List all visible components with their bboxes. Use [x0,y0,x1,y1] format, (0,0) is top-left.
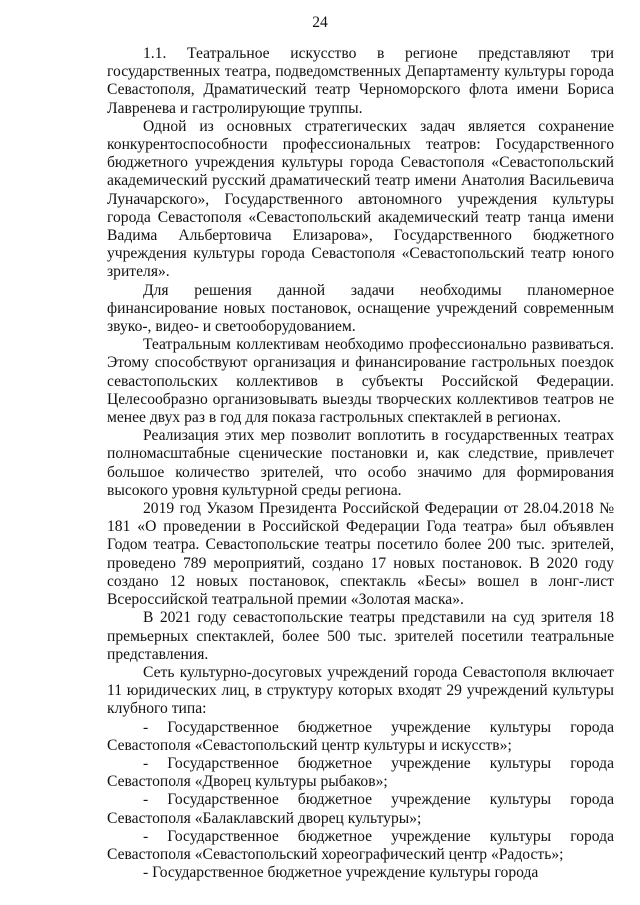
list-item: - Государственное бюджетное учреждение культуры города [143,864,539,882]
paragraph-tours: Театральным коллективам необходимо профессионально развиваться. Этому способствуют организация и финансирование гастрольных поездок севастопольских коллективов в субъекты Российской Федерации. Целесообразно организовывать выезды творческих коллективов театров не менее двух раз в год для показа гастрольных спектаклей в регионах. [107,336,614,427]
list-item: - Государственное бюджетное учреждение культуры города Севастополя «Балаклавский дворец культуры»; [107,791,614,827]
list-item: - Государственное бюджетное учреждение культуры города Севастополя «Севастопольский центр культуры и искусств»; [107,718,614,754]
paragraph-implementation: Реализация этих мер позволит воплотить в государственных театрах полномасштабные сценические постановки и, как следствие, привлечет большое количество зрителей, что особо значимо для формирования высокого уровня культурной среды региона. [107,427,614,499]
paragraph-financing: Для решения данной задачи необходимы планомерное финансирование новых постановок, оснащение учреждений современным звуко-, видео- и светооборудованием. [107,281,614,336]
list-item: - Государственное бюджетное учреждение культуры города Севастополя «Дворец культуры рыбаков»; [107,754,614,791]
list-item: - Государственное бюджетное учреждение культуры города Севастополя «Севастопольский хореографический центр «Радость»; [107,827,614,863]
page-number: 24 [312,14,328,31]
paragraph-year-of-theatre: 2019 год Указом Президента Российской Федерации от 28.04.2018 № 181 «О проведении в Российской Федерации Года театра» был объявлен Годом театра. Севастопольские театры посетило более 200 тыс. зрителей, проведено 789 мероприятий, создано 17 новых постановок. В 2020 году создано 12 новых постановок, спектакль «Бесы» вошел в лонг-лист Всероссийской театральной премии «Золотая маска». [107,500,614,609]
document-body [107,45,614,882]
paragraph-cultural-network: Сеть культурно-досуговых учреждений города Севастополя включает 11 юридических лиц, в структуру которых входят 29 учреждений культуры клубного типа: [107,663,614,718]
paragraph-strategic-task: Одной из основных стратегических задач является сохранение конкурентоспособности профессиональных театров: Государственного бюджетного учреждения культуры города Севастополя «Севастопольский академический русский драматический театр имени Анатолия Васильевича Луначарского», Государственного автономного учреждения культуры города Севастополя «Севастопольский академический театр танца имени Вадима Альбертовича Елизарова», Государственного бюджетного учреждения культуры города Севастополя «Севастопольский театр юного зрителя». [107,117,614,281]
paragraph-2021: В 2021 году севастопольские театры представили на суд зрителя 18 премьерных спектаклей, более 500 тыс. зрителей посетили театральные представления. [107,609,614,663]
paragraph-theatre-intro: 1.1. Театральное искусство в регионе представляют три государственных театра, подведомственных Департаменту культуры города Севастополя, Драматический театр Черноморского флота имени Бориса Лавренева и гастролирующие труппы. [107,45,614,117]
